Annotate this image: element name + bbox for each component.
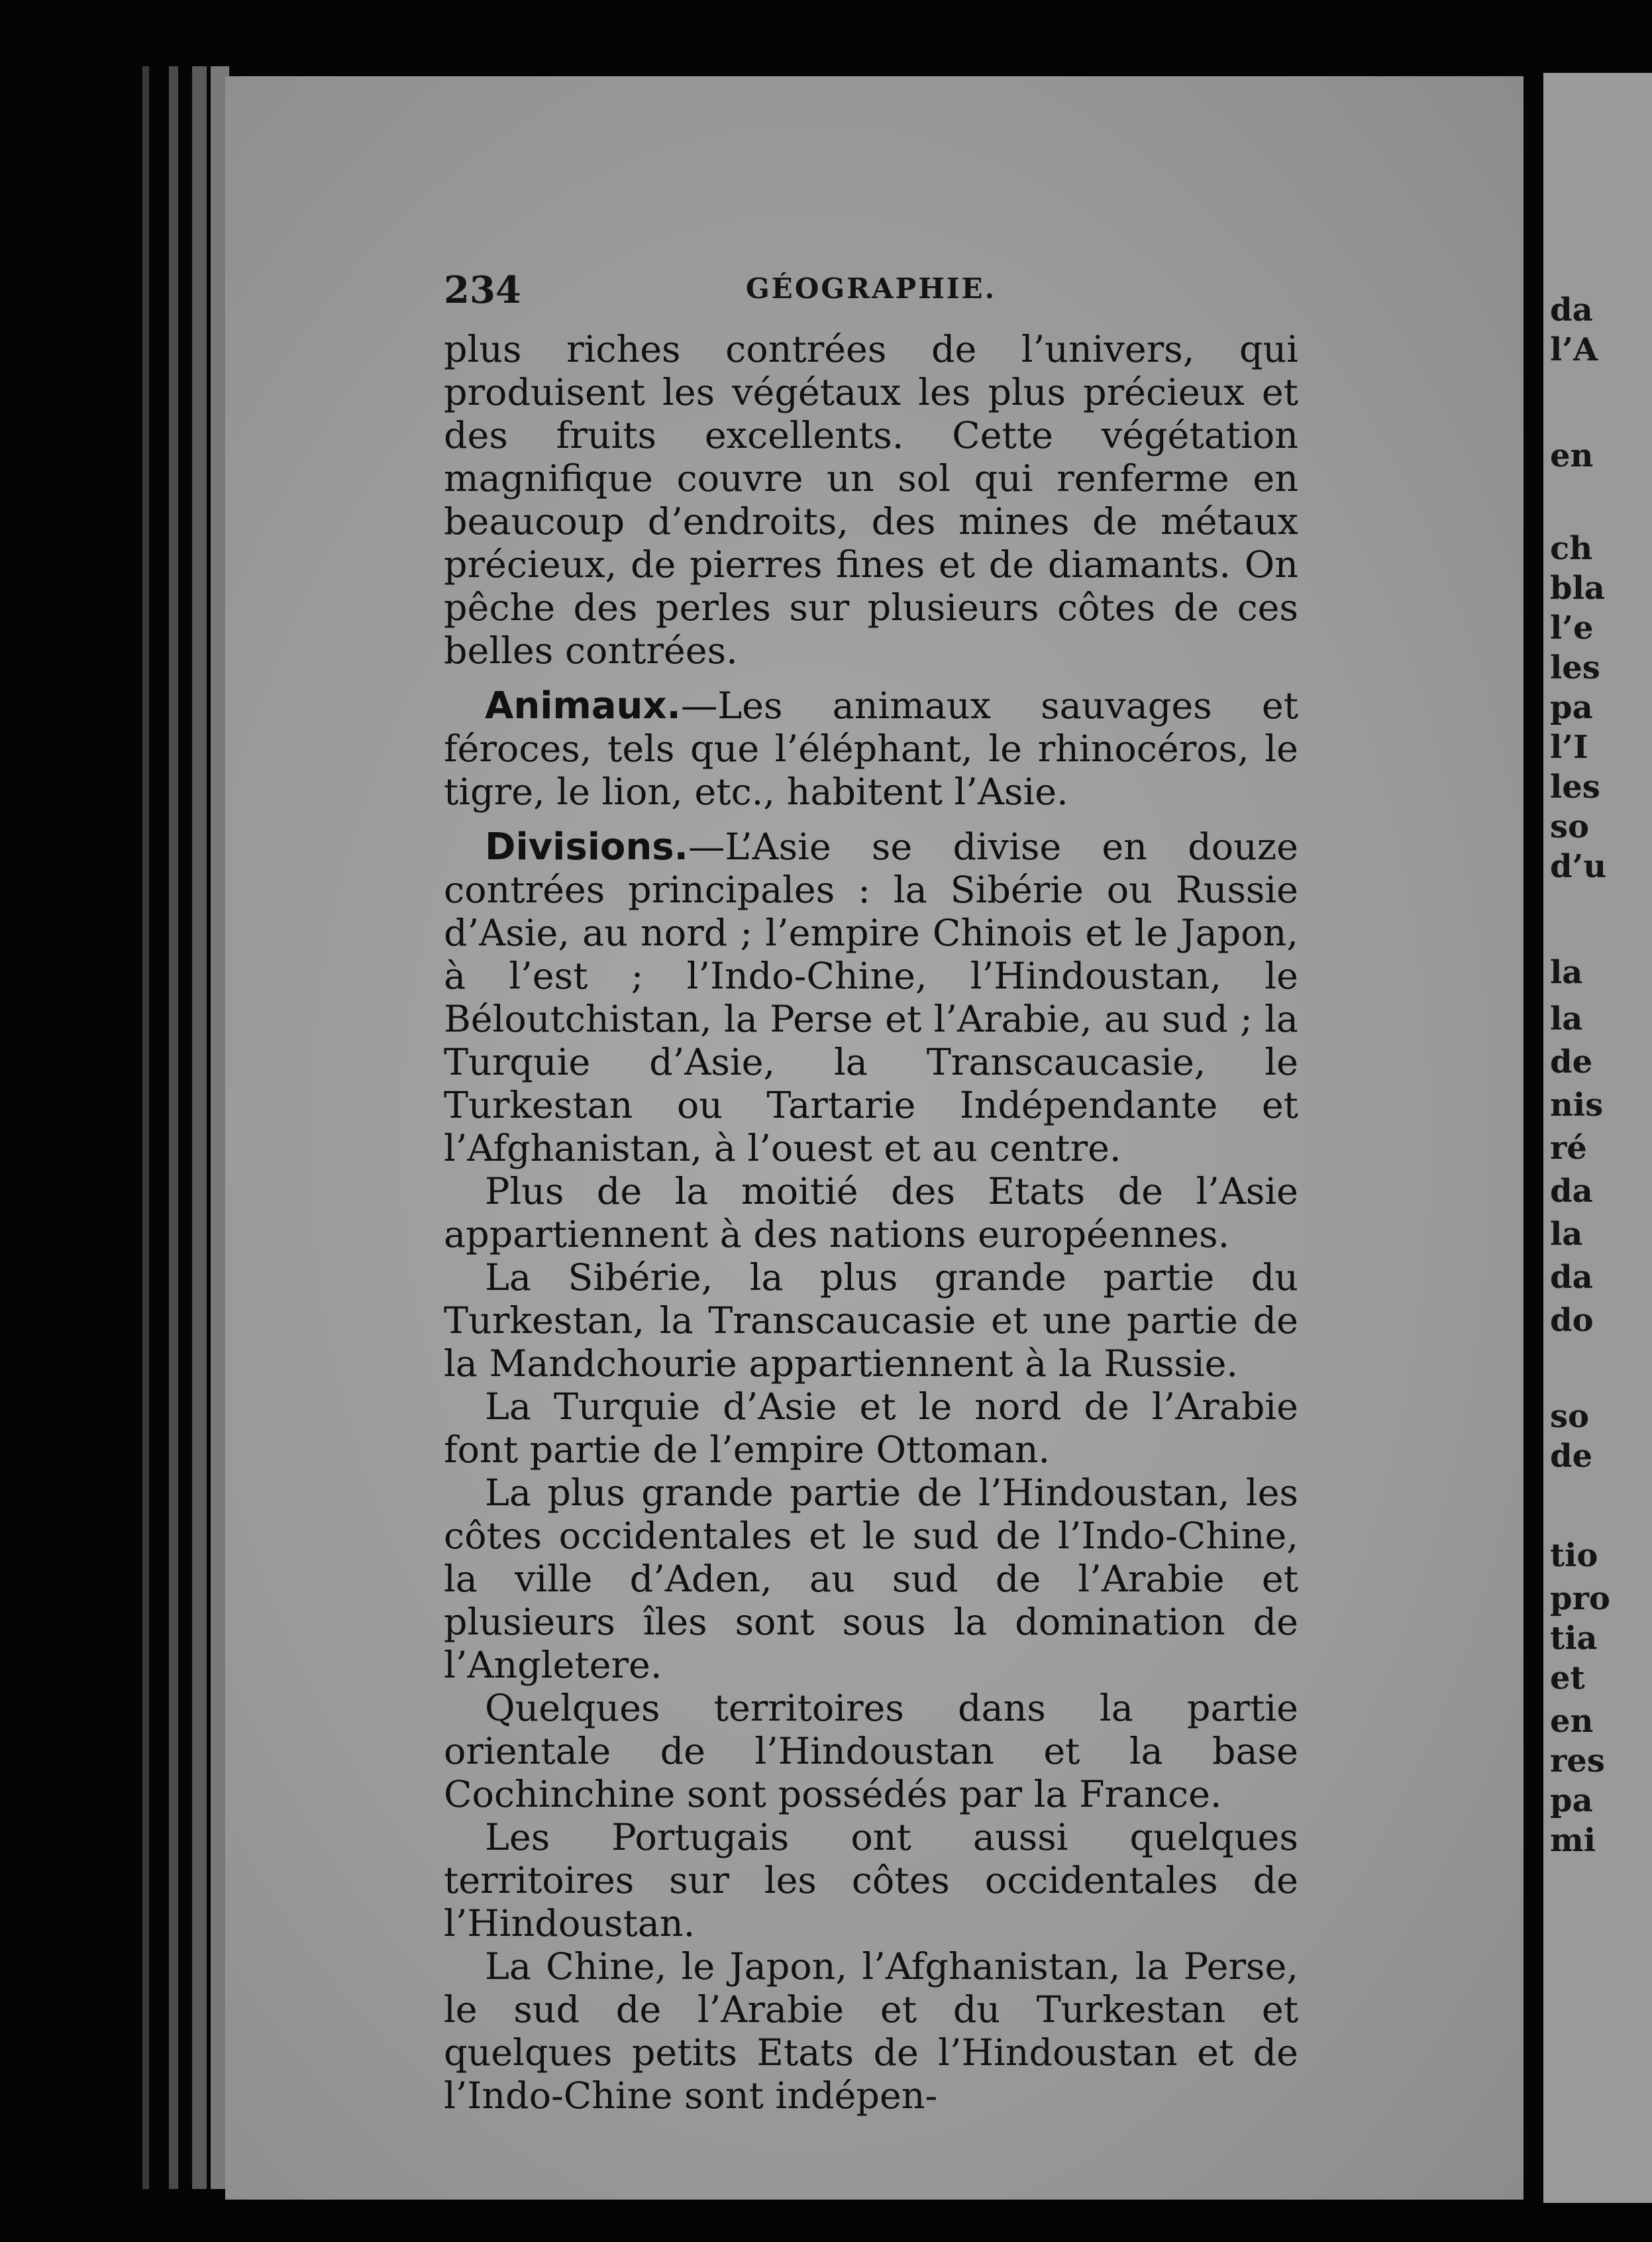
book-page: [225, 76, 1523, 2200]
paragraph: Les Portugais ont aussi quelques territoires sur les côtes occidentales de l’Hindoustan.: [444, 1816, 1298, 1945]
facing-page-fragment: pa: [1550, 1782, 1593, 1819]
facing-page-fragment: da: [1550, 1259, 1593, 1296]
facing-page-fragment: de: [1550, 1438, 1593, 1475]
facing-page: [1543, 73, 1652, 2203]
facing-page-fragment: res: [1550, 1742, 1605, 1780]
paragraph-divisions: [444, 826, 1298, 1170]
facing-page-fragment: do: [1550, 1302, 1594, 1339]
facing-page-fragment: ch: [1550, 530, 1593, 567]
paragraph: La Turquie d’Asie et le nord de l’Arabie font partie de l’empire Ottoman.: [444, 1385, 1298, 1471]
facing-page-fragment: l’A: [1550, 331, 1598, 368]
facing-page-fragment: la: [1550, 1000, 1583, 1038]
page-edge: [142, 66, 149, 2189]
section-heading: Animaux.: [485, 684, 681, 727]
facing-page-fragment: pa: [1550, 689, 1593, 726]
facing-page-fragment: pro: [1550, 1580, 1610, 1617]
facing-page-fragment: bla: [1550, 570, 1605, 607]
facing-page-fragment: mi: [1550, 1822, 1596, 1859]
facing-page-fragment: les: [1550, 769, 1600, 806]
page-edge: [192, 66, 207, 2189]
facing-page-fragment: la: [1550, 1216, 1583, 1253]
facing-page-fragment: en: [1550, 1703, 1594, 1740]
facing-page-fragment: en: [1550, 437, 1594, 474]
paragraph: Quelques territoires dans la partie orientale de l’Hindoustan et la base Cochinchine sont possédés par la France.: [444, 1687, 1298, 1816]
facing-page-fragment: tia: [1550, 1620, 1598, 1657]
facing-page-fragment: nis: [1550, 1087, 1604, 1124]
facing-page-fragment: tio: [1550, 1537, 1598, 1574]
paragraph: Plus de la moitié des Etats de l’Asie appartiennent à des nations européennes.: [444, 1170, 1298, 1256]
paragraph: La Chine, le Japon, l’Afghanistan, la Perse, le sud de l’Arabie et du Turkestan et quelques petits Etats de l’Hindoustan et de l’Indo-Chine sont indépen-: [444, 1945, 1298, 2117]
paragraph-text: —L’Asie se divise en douze contrées principales : la Sibérie ou Russie d’Asie, au nord ; l’empire Chinois et le Japon, à l’est ; l’Indo-Chine, l’Hindoustan, le Béloutchistan, la Perse et l’Arabie, au sud ; la Turquie d’Asie, la Transcaucasie, le Turkestan ou Tartarie Indépendante et l’Afghanistan, à l’ouest et au centre.: [444, 826, 1298, 1170]
facing-page-fragment: l’I: [1550, 729, 1588, 766]
section-heading: Divisions.: [485, 826, 688, 869]
page-text: [444, 328, 1298, 2117]
facing-page-fragment: de: [1550, 1043, 1593, 1081]
paragraph: La Sibérie, la plus grande partie du Turkestan, la Transcaucasie et une partie de la Mandchourie appartiennent à la Russie.: [444, 1256, 1298, 1385]
page-number: 234: [444, 268, 521, 312]
paragraph: La plus grande partie de l’Hindoustan, les côtes occidentales et le sud de l’Indo-Chine, la ville d’Aden, au sud de l’Arabie et plusieurs îles sont sous la domination de l’Angletere.: [444, 1471, 1298, 1687]
running-title: GÉOGRAPHIE.: [745, 272, 997, 305]
facing-page-fragment: da: [1550, 292, 1593, 329]
facing-page-fragment: les: [1550, 649, 1600, 686]
facing-page-fragment: da: [1550, 1173, 1593, 1210]
facing-page-fragment: so: [1550, 808, 1590, 845]
paragraph-text: —Les animaux sauvages et féroces, tels que l’éléphant, le rhinocéros, le tigre, le lion, etc., habitent l’Asie.: [444, 684, 1298, 814]
facing-page-fragment: ré: [1550, 1130, 1587, 1167]
paragraph-animaux: [444, 684, 1298, 814]
facing-page-fragment: et: [1550, 1660, 1585, 1697]
page-header: [444, 268, 1298, 315]
paragraph: plus riches contrées de l’univers, qui produisent les végétaux les plus précieux et des fruits excellents. Cette végétation magnifique couvre un sol qui renferme en beaucoup d’endroits, des mines de métaux précieux, de pierres fines et de diamants. On pêche des perles sur plusieurs côtes de ces belles contrées.: [444, 328, 1298, 672]
facing-page-fragment: l’e: [1550, 610, 1594, 647]
facing-page-fragment: so: [1550, 1398, 1590, 1435]
facing-page-fragment: la: [1550, 954, 1583, 991]
page-edge: [169, 66, 178, 2189]
facing-page-fragment: d’u: [1550, 848, 1607, 885]
